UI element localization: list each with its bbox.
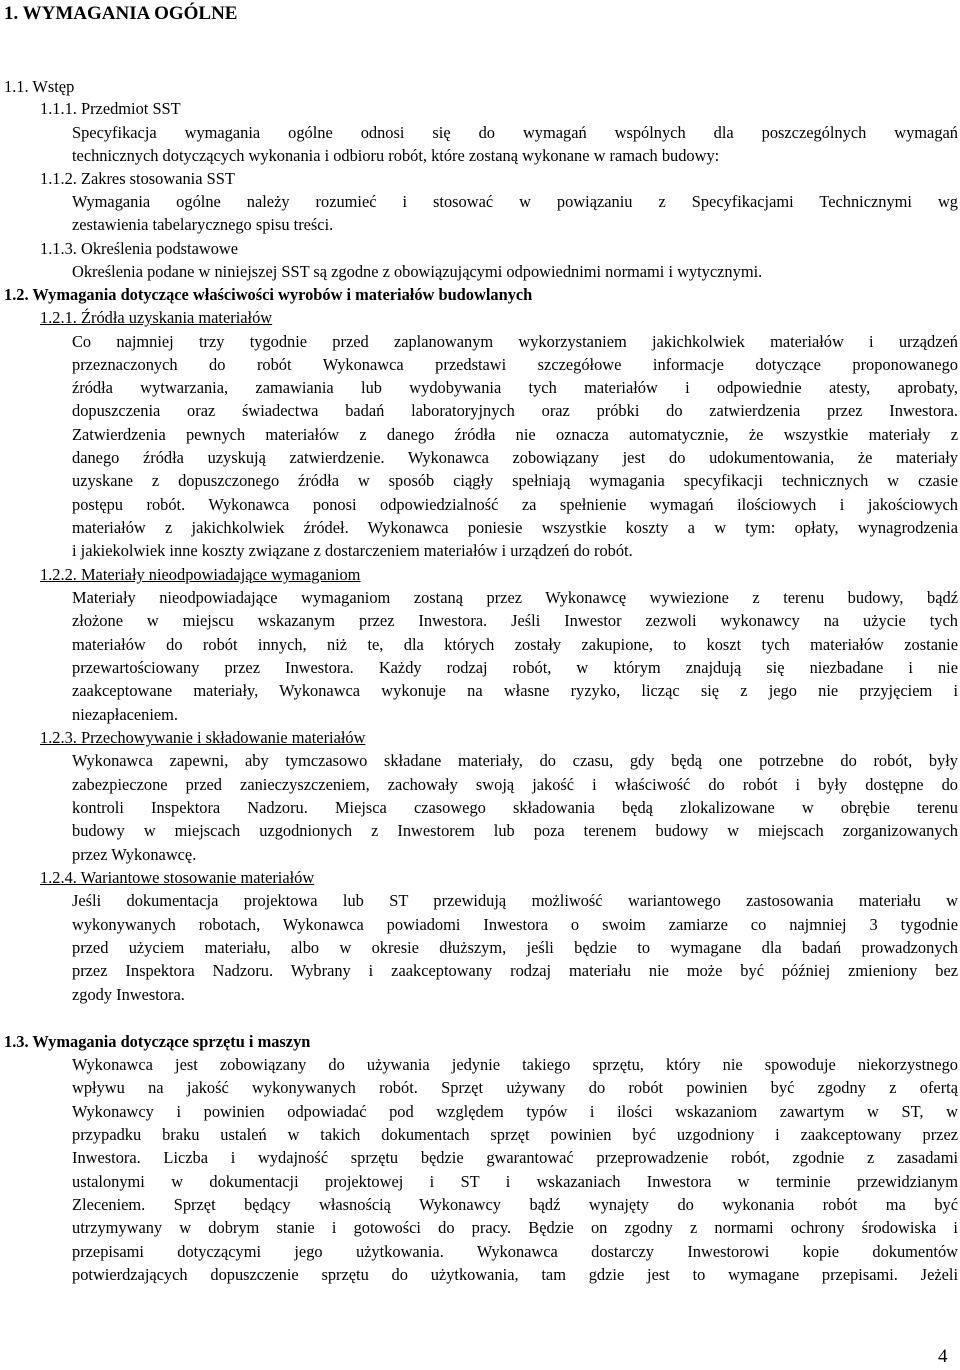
subsection-title-1-2-3: 1.2.3. Przechowywanie i składowanie materiałów [40,728,366,747]
section-heading-1-1: 1.1. Wstęp [4,77,75,96]
paragraph-line: utrzymywany w dobrym stanie i gotowości do pracy. Będzie on zgodny z normami ochrony środowiska i [72,1218,958,1237]
paragraph-line: przewartościowany przez Inwestora. Każdy rodzaj robót, w którym znajdują się niezbadane i nie [72,658,958,677]
paragraph-line: uzyskane z dopuszczonego źródła w sposób ciągły spełniają wymagania specyfikacji technicznych w czasie [72,471,958,490]
paragraph-line: Jeśli dokumentacja projektowa lub ST przewidują możliwość wariantowego zastosowania materiału w [72,891,958,910]
paragraph-line: Co najmniej trzy tygodnie przed zaplanowanym wykorzystaniem jakichkolwiek materiałów i urządzeń [72,332,958,351]
paragraph-line: Wykonawca zapewni, aby tymczasowo składane materiały, do czasu, gdy będą one potrzebne do robót, były [72,751,958,770]
paragraph-line: postępu robót. Wykonawca ponosi odpowiedzialność za spełnienie wymagań ilościowych i jakościowych [72,495,958,514]
chapter-heading: 1. WYMAGANIA OGÓLNE [4,3,238,24]
paragraph-line: przed użyciem materiału, albo w okresie dłuższym, jeśli będzie to wymagane dla badań prowadzonych [72,938,958,957]
paragraph-line: Określenia podane w niniejszej SST są zgodne z obowiązującymi odpowiednimi normami i wytycznymi. [72,262,763,281]
paragraph-line: materiałów do robót innych, niż te, dla których zostały zakupione, to koszt tych materiałów zostanie [72,635,958,654]
paragraph-line: dopuszczenia oraz świadectwa badań laboratoryjnych oraz próbki do zatwierdzenia przez Inwestora. [72,401,958,420]
subsection-title-1-1-2: 1.1.2. Zakres stosowania SST [40,169,235,188]
paragraph-line: Specyfikacja wymagania ogólne odnosi się do wymagań wspólnych dla poszczególnych wymagań [72,123,958,142]
paragraph-line: niezapłaceniem. [72,705,179,724]
paragraph-line: wpływu na jakość wykonywanych robót. Sprzęt używany do robót powinien być zgodny z ofertą [72,1078,958,1097]
subsection-title-1-1-1: 1.1.1. Przedmiot SST [40,99,181,118]
paragraph-line: kontroli Inspektora Nadzoru. Miejsca czasowego składowania będą zlokalizowane w obrębie terenu [72,798,958,817]
subsection-title-1-1-3: 1.1.3. Określenia podstawowe [40,239,239,258]
page-number: 4 [938,1346,948,1367]
paragraph-line: przeznaczonych do robót Wykonawca przedstawi szczegółowe informacje dotyczące proponowanego [72,355,958,374]
paragraph-line: Wykonawcy i powinien odpowiadać pod względem typów i ilości wskazaniom zawartym w ST, w [72,1102,958,1121]
paragraph-line: zabezpieczone przed zanieczyszczeniem, zachowały swoją jakość i właściwość do robót i były dostępne do [72,775,958,794]
paragraph-line: Inwestora. Liczba i wydajność sprzętu będzie gwarantować przeprowadzenie robót, zgodnie z zasadami [72,1148,958,1167]
paragraph-line: zgody Inwestora. [72,985,185,1004]
paragraph-line: Zleceniem. Sprzęt będący własnością Wykonawcy bądź wynajęty do wykonania robót ma być [72,1195,958,1214]
paragraph-line: przypadku braku ustaleń w takich dokumentach sprzęt powinien być uzgodniony i zaakceptowany przez [72,1125,958,1144]
section-heading-1-3: 1.3. Wymagania dotyczące sprzętu i maszyn [4,1032,311,1051]
subsection-title-1-2-1: 1.2.1. Źródła uzyskania materiałów [40,308,273,327]
paragraph-line: technicznych dotyczących wykonania i odbioru robót, które zostaną wykonane w ramach budowy: [72,146,720,165]
section-heading-1-2: 1.2. Wymagania dotyczące właściwości wyrobów i materiałów budowlanych [4,285,533,304]
paragraph-line: Wymagania ogólne należy rozumieć i stosować w powiązaniu z Specyfikacjami Technicznymi wg [72,192,958,211]
paragraph-line: ustalonymi w dokumentacji projektowej i ST i wskazaniach Inwestora w terminie przewidzianym [72,1172,958,1191]
paragraph-line: Materiały nieodpowiadające wymaganiom zostaną przez Wykonawcę wywiezione z terenu budowy, bądź [72,588,958,607]
paragraph-line: przepisami dotyczącymi jego użytkowania. Wykonawca dostarczy Inwestorowi kopie dokumentów [72,1242,958,1261]
paragraph-line: materiałów z jakichkolwiek źródeł. Wykonawca poniesie wszystkie koszty a w tym: opłaty, wynagrodzenia [72,518,958,537]
paragraph-line: przez Wykonawcę. [72,845,197,864]
paragraph-line: Wykonawca jest zobowiązany do używania jedynie takiego sprzętu, który nie spowoduje niekorzystnego [72,1055,958,1074]
paragraph-line: wykonywanych robotach, Wykonawca powiadomi Inwestora o swoim zamiarze co najmniej 3 tygodnie [72,915,958,934]
paragraph-line: Zatwierdzenia pewnych materiałów z danego źródła nie oznacza automatycznie, że wszystkie materiały z [72,425,958,444]
subsection-title-1-2-4: 1.2.4. Wariantowe stosowanie materiałów [40,868,315,887]
paragraph-line: zaakceptowane materiały, Wykonawca wykonuje na własne ryzyko, licząc się z jego nie przyjęciem i [72,681,958,700]
paragraph-line: przez Inspektora Nadzoru. Wybrany i zaakceptowany rodzaj materiału nie może być później zmieniony bez [72,961,958,980]
paragraph-line: źródła wytwarzania, zamawiania lub wydobywania tych materiałów i odpowiednie atesty, aprobaty, [72,378,958,397]
paragraph-line: potwierdzających dopuszczenie sprzętu do użytkowania, tam gdzie jest to wymagane przepisami. Jeżeli [72,1265,958,1284]
paragraph-line: zestawienia tabelarycznego spisu treści. [72,215,334,234]
subsection-title-1-2-2: 1.2.2. Materiały nieodpowiadające wymaganiom [40,565,361,584]
paragraph-line: i jakiekolwiek inne koszty związane z dostarczeniem materiałów i urządzeń do robót. [72,541,633,560]
paragraph-line: budowy w miejscach uzgodnionych z Inwestorem lub poza terenem budowy w miejscach zorganizowanych [72,821,958,840]
paragraph-line: danego źródła uzyskują zatwierdzenie. Wykonawca zobowiązany jest do udokumentowania, że materiały [72,448,958,467]
paragraph-line: złożone w miejscu wskazanym przez Inwestora. Jeśli Inwestor zezwoli wykonawcy na użycie tych [72,611,958,630]
